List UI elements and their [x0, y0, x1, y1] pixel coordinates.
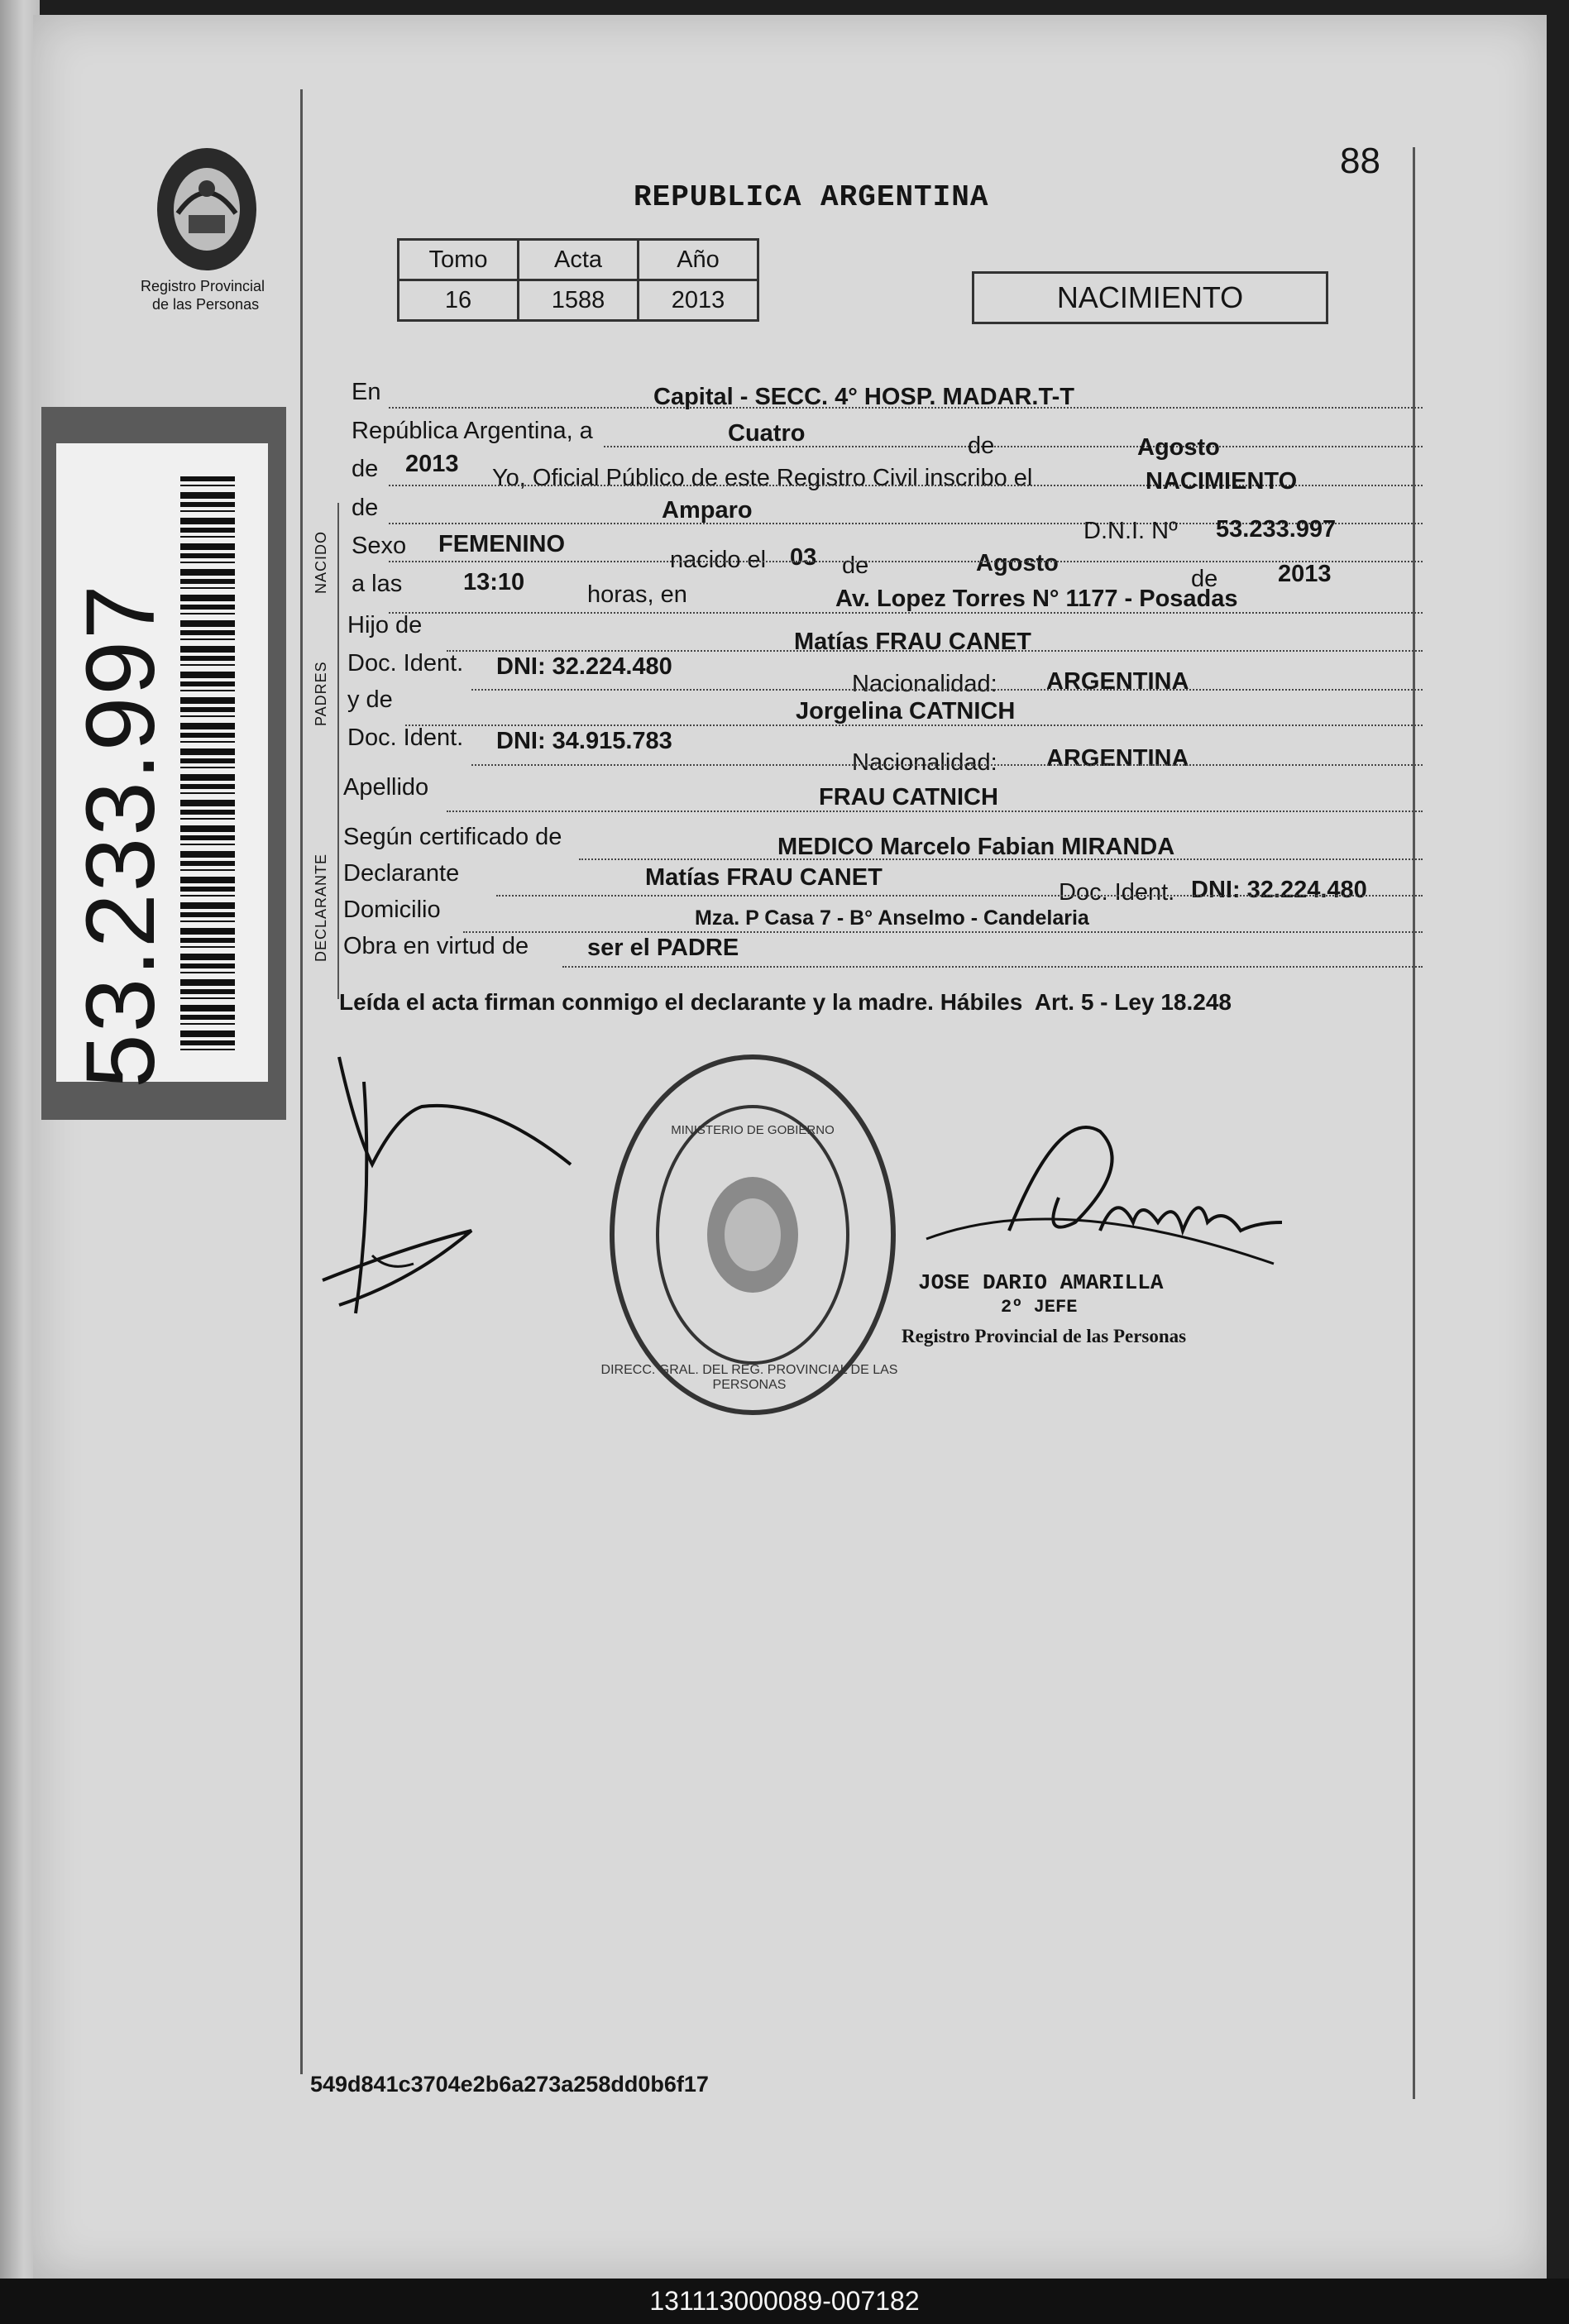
document-hash: 549d841c3704e2b6a273a258dd0b6f17 [310, 2072, 709, 2097]
value-anio: 2013 [405, 451, 459, 477]
declarante-signature [306, 1032, 637, 1380]
seal-outer-text: DIRECC. GRAL. DEL REG. PROVINCIAL DE LAS PERSONAS [600, 1363, 898, 1392]
table-header-anio: Año [639, 240, 758, 280]
side-label-nacido: NACIDO [313, 530, 329, 594]
value-doc-madre: DNI: 34.915.783 [496, 728, 672, 754]
value-dni: 53.233.997 [1216, 516, 1337, 543]
value-nac-mes: Agosto [976, 550, 1059, 576]
value-doc-declarante: DNI: 32.224.480 [1191, 877, 1367, 903]
value-nac-dia: 03 [790, 544, 817, 571]
dotline [604, 446, 1423, 447]
value-domicilio: Mza. P Casa 7 - B° Anselmo - Candelaria [695, 906, 1089, 930]
dotline [471, 764, 1423, 766]
value-doc-padre: DNI: 32.224.480 [496, 653, 672, 680]
value-nacionalidad-padre: ARGENTINA [1046, 668, 1189, 695]
label-en: En [352, 379, 381, 405]
right-margin-rule [1413, 147, 1415, 2099]
label-de: de [352, 456, 379, 482]
dotline [389, 561, 1423, 562]
dotline [405, 724, 1423, 726]
dotline [562, 966, 1423, 968]
official-name: JOSE DARIO AMARILLA [918, 1270, 1164, 1295]
dotline [447, 811, 1423, 812]
label-apellido: Apellido [343, 774, 429, 801]
table-value-anio: 2013 [639, 280, 758, 321]
dotline [447, 650, 1423, 652]
value-lugar-nacimiento: Av. Lopez Torres N° 1177 - Posadas [835, 586, 1238, 612]
document-title: REPUBLICA ARGENTINA [634, 180, 989, 214]
value-obra: ser el PADRE [587, 935, 739, 961]
label-sexo: Sexo [352, 533, 407, 559]
label-domicilio: Domicilio [343, 897, 441, 923]
label-yde: y de [347, 686, 393, 713]
table-header-acta: Acta [519, 240, 639, 280]
dotline [496, 895, 1423, 897]
value-padre: Matías FRAU CANET [794, 629, 1031, 655]
label-declarante: Declarante [343, 860, 460, 887]
value-mes: Agosto [1137, 434, 1220, 461]
value-hora: 13:10 [463, 569, 525, 595]
value-nombre: Amparo [662, 497, 753, 524]
document-page [33, 15, 1547, 2279]
value-apellido: FRAU CATNICH [819, 784, 998, 811]
value-sexo: FEMENINO [438, 531, 566, 557]
value-nacionalidad-madre: ARGENTINA [1046, 745, 1189, 772]
label-nacionalidad: Nacionalidad: [852, 749, 997, 776]
logo-caption-line1: Registro Provincial [141, 278, 265, 294]
value-nac-anio: 2013 [1278, 561, 1332, 587]
official-seal [600, 1049, 902, 1421]
logo-caption-line2: de las Personas [152, 296, 260, 313]
label-de: de [352, 495, 379, 521]
label-doc-ident: Doc. Ident. [347, 724, 464, 751]
table-value-tomo: 16 [399, 280, 519, 321]
barcode-icon [180, 476, 235, 1055]
value-certificado: MEDICO Marcelo Fabian MIRANDA [777, 834, 1175, 860]
label-doc-ident: Doc. Ident. [1059, 879, 1175, 906]
label-de: de [968, 433, 995, 459]
record-type-box: NACIMIENTO [972, 271, 1328, 324]
dotline [579, 858, 1423, 860]
label-doc-ident: Doc. Ident. [347, 650, 464, 677]
closing-text: Leída el acta firman conmigo el declarante y la madre. Hábiles Art. 5 - Ley 18.248 [339, 989, 1232, 1015]
label-de: de [842, 552, 869, 579]
label-obra: Obra en virtud de [343, 933, 529, 959]
left-margin-rule [300, 89, 303, 2074]
value-declarante: Matías FRAU CANET [645, 864, 883, 891]
label-hijo: Hijo de [347, 612, 423, 638]
side-label-padres: PADRES [313, 661, 329, 726]
label-de: de [1191, 566, 1218, 592]
label-dni: D.N.I. Nº [1083, 518, 1178, 544]
barcode-label [41, 407, 286, 1120]
footer-code: 131113000089-007182 [0, 2279, 1569, 2324]
label-nacionalidad: Nacionalidad: [852, 671, 997, 697]
barcode-number: 53.233.997 [66, 583, 175, 1088]
table-value-acta: 1588 [519, 280, 639, 321]
table-header-tomo: Tomo [399, 240, 519, 280]
page-number: 88 [1340, 141, 1380, 181]
section-rule [337, 503, 339, 999]
dotline [471, 689, 1423, 691]
value-lugar-registro: Capital - SECC. 4° HOSP. MADAR.T-T [653, 384, 1074, 410]
label-oficial: Yo, Oficial Público de este Registro Civil inscribo el [492, 465, 1033, 491]
dotline [463, 931, 1423, 933]
official-org: Registro Provincial de las Personas [902, 1326, 1187, 1346]
label-republica: República Argentina, a [352, 418, 593, 444]
registro-logo [116, 139, 298, 337]
value-tipo: NACIMIENTO [1146, 468, 1298, 495]
label-horas: horas, en [587, 581, 687, 608]
record-table [397, 238, 759, 322]
seal-inner-text: MINISTERIO DE GOBIERNO [671, 1123, 835, 1137]
label-nacido: nacido el [670, 547, 767, 573]
official-role: 2º JEFE [1001, 1297, 1078, 1317]
side-label-declarante: DECLARANTE [313, 853, 329, 962]
label-segun: Según certificado de [343, 824, 562, 850]
value-dia: Cuatro [728, 420, 806, 447]
coat-of-arms-icon [116, 139, 298, 280]
value-madre: Jorgelina CATNICH [796, 698, 1016, 724]
label-alas: a las [352, 571, 403, 597]
dotline [389, 612, 1423, 614]
